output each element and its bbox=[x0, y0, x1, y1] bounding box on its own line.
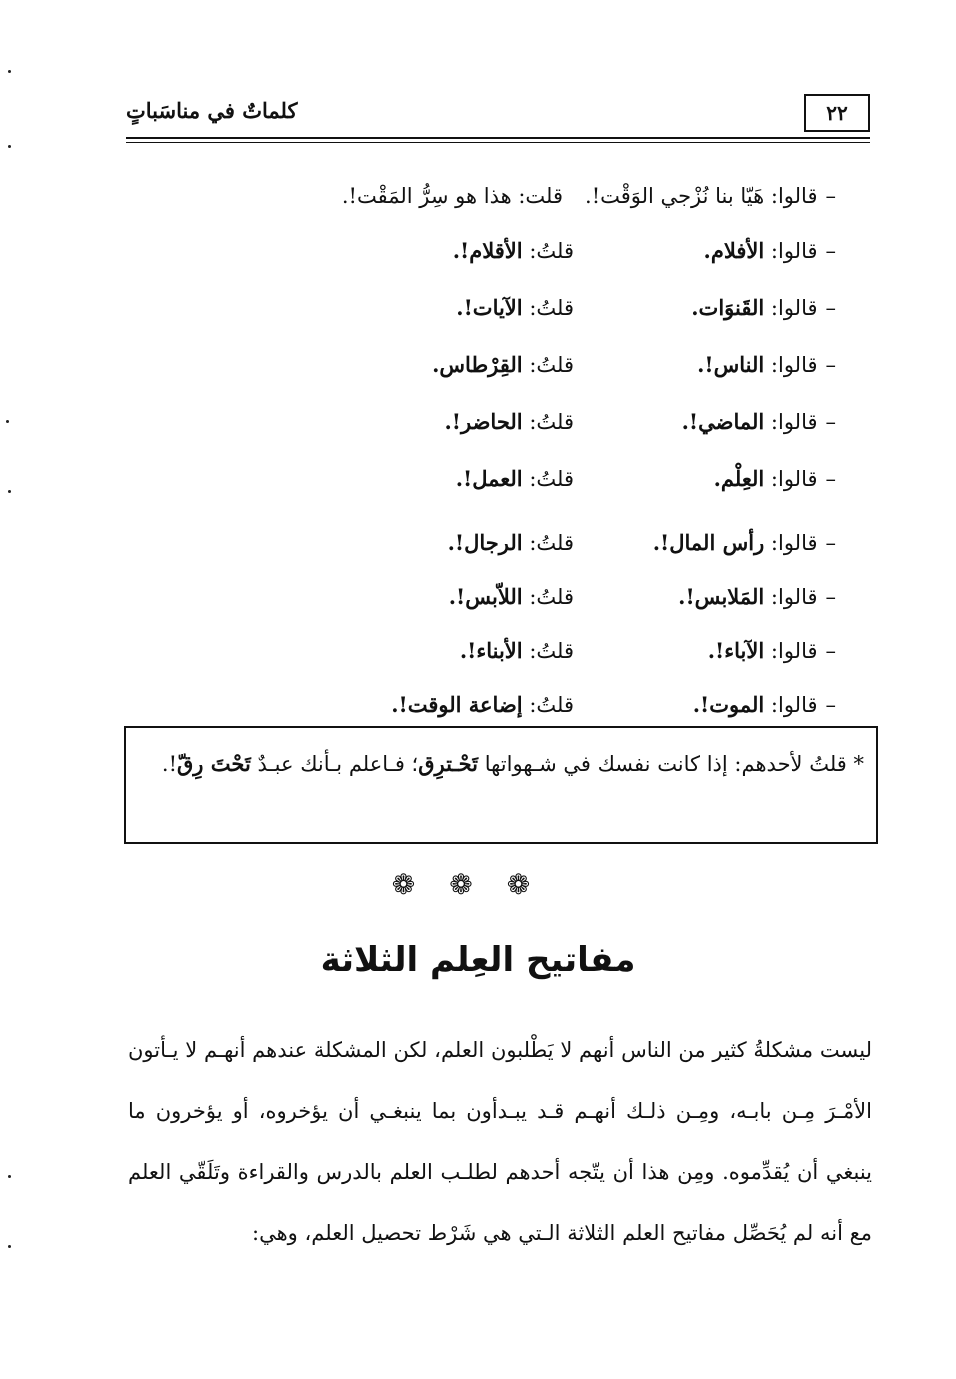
said-word: الموت!. bbox=[692, 692, 765, 717]
said-prefix: قالوا: bbox=[770, 296, 818, 320]
dialog-row bbox=[316, 638, 836, 668]
dialog-reply bbox=[432, 352, 574, 377]
first-line-said: قالوا: هَيّا بنا نُزْجي الوَقْت!. bbox=[585, 184, 818, 208]
scan-speck bbox=[8, 70, 11, 73]
reply-word: الأبناء!. bbox=[459, 638, 523, 663]
header-rule bbox=[126, 137, 870, 139]
note-box bbox=[124, 726, 878, 844]
scan-speck bbox=[8, 490, 11, 493]
said-word: الأفلام. bbox=[703, 238, 765, 263]
header-rule-thin bbox=[126, 142, 870, 143]
dialog-first-line: –قالوا: هَيّا بنا نُزْجي الوَقْت!.قلت: هذا هو سِرُّ المَقْت!. bbox=[341, 184, 836, 208]
dialog-row bbox=[316, 409, 836, 439]
reply-prefix: قلتُ: bbox=[529, 531, 574, 555]
scan-speck bbox=[8, 1245, 11, 1248]
dialog-said: –قالوا: الأفلام. bbox=[703, 238, 836, 263]
dialog-row bbox=[316, 466, 836, 496]
said-prefix: قالوا: bbox=[770, 467, 818, 491]
said-word: المَلابس!. bbox=[678, 584, 765, 609]
said-prefix: قالوا: bbox=[770, 410, 818, 434]
dialog-said: –قالوا: القَنوَات. bbox=[691, 295, 836, 320]
said-prefix: قالوا: bbox=[770, 531, 818, 555]
reply-word: إضاعة الوقت!. bbox=[391, 692, 523, 717]
dialog-reply bbox=[391, 692, 574, 717]
said-word: القَنوَات. bbox=[691, 295, 765, 320]
reply-prefix: قلتُ: bbox=[529, 239, 574, 263]
running-title: كلماتٌ في مناسَباتٍ bbox=[126, 98, 298, 123]
said-prefix: قالوا: bbox=[770, 239, 818, 263]
said-word: العِلْم. bbox=[713, 466, 765, 491]
dialog-reply bbox=[456, 295, 574, 320]
said-word: رأس المال!. bbox=[652, 530, 765, 555]
said-prefix: قالوا: bbox=[770, 353, 818, 377]
note-bold-2: تَحْتَ رِقّ bbox=[177, 751, 251, 776]
body-paragraph: ليست مشكلةُ كثير من الناس أنهم لا يَطْلبون العلم، لكن المشكلة عندهم أنهـم لا يـأتون الأمْـرَ مِـن بابـه، ومِـن ذلـك أنهـم قـد يبـدأون بما ينبغـي أن يؤخروه، أو يؤخرون ما ينبغي أن يُقدِّموه. ومِن هذا أن يتّجه أحدهم لطلـب العلم بالدرس والقراءة وتَلَقّي العلم مع أنه لم يُحَصِّل مفاتيح العلم الثلاثة الـتي هي شَرْط تحصيل العلم، وهي: bbox=[128, 1038, 872, 1245]
reply-prefix: قلتُ: bbox=[529, 693, 574, 717]
dialog-said: –قالوا: الموت!. bbox=[692, 692, 836, 717]
page-header bbox=[126, 92, 870, 136]
section-title: مفاتيح العِلم الثلاثة bbox=[320, 940, 636, 980]
said-prefix: قالوا: bbox=[770, 693, 818, 717]
dialog-said: –قالوا: المَلابس!. bbox=[678, 584, 836, 609]
dialog-reply bbox=[444, 409, 574, 434]
dialog-row bbox=[316, 238, 836, 268]
dialog-row bbox=[316, 584, 836, 614]
reply-word: الأقلام!. bbox=[452, 238, 523, 263]
scan-speck bbox=[8, 1175, 11, 1178]
reply-prefix: قلتُ: bbox=[529, 467, 574, 491]
page-number: ٢٢ bbox=[804, 94, 870, 132]
note-text-2: ؛ فـاعلم بـأنك عبـدٌ bbox=[257, 752, 419, 776]
dialog-reply bbox=[453, 238, 574, 263]
dialog-said: –قالوا: العِلْم. bbox=[713, 466, 836, 491]
dialog-reply bbox=[460, 638, 574, 663]
dialog-said: –قالوا: الناس!. bbox=[697, 352, 836, 377]
dialog-row bbox=[316, 530, 836, 560]
section-ornaments: ❁❁❁ bbox=[391, 868, 565, 901]
reply-word: الحاضر!. bbox=[444, 409, 523, 434]
reply-prefix: قلتُ: bbox=[529, 296, 574, 320]
dialog-said: –قالوا: رأس المال!. bbox=[652, 530, 836, 555]
said-word: الآباء!. bbox=[707, 638, 765, 663]
dialog-row bbox=[316, 692, 836, 722]
note-text-1: * قلتُ لأحدهم: إذا كانت نفسك في شـهواتها bbox=[484, 752, 864, 776]
dialog-reply bbox=[449, 584, 574, 609]
said-prefix: قالوا: bbox=[770, 639, 818, 663]
reply-prefix: قلتُ: bbox=[529, 353, 574, 377]
dialog-said: –قالوا: الماضي!. bbox=[681, 409, 836, 434]
dialog-said: –قالوا: الآباء!. bbox=[707, 638, 836, 663]
dialog-reply bbox=[448, 530, 574, 555]
reply-word: العمل!. bbox=[455, 466, 523, 491]
reply-prefix: قلتُ: bbox=[529, 410, 574, 434]
said-word: الماضي!. bbox=[681, 409, 765, 434]
said-word: الناس!. bbox=[697, 352, 765, 377]
said-prefix: قالوا: bbox=[770, 585, 818, 609]
reply-word: القِرْطاس. bbox=[432, 352, 523, 377]
dialog-reply bbox=[456, 466, 574, 491]
reply-prefix: قلتُ: bbox=[529, 639, 574, 663]
dialog-row bbox=[316, 295, 836, 325]
reply-word: الرجال!. bbox=[447, 530, 523, 555]
scan-speck bbox=[6, 420, 9, 423]
reply-word: الآيات!. bbox=[456, 295, 523, 320]
dialog-row bbox=[316, 352, 836, 382]
note-end: !. bbox=[161, 752, 178, 776]
first-line-reply: قلت: هذا هو سِرُّ المَقْت!. bbox=[341, 184, 564, 208]
scan-speck bbox=[8, 145, 11, 148]
note-bold-1: تَحْـترِق bbox=[418, 751, 478, 776]
reply-prefix: قلتُ: bbox=[529, 585, 574, 609]
reply-word: اللاّبس!. bbox=[448, 584, 523, 609]
